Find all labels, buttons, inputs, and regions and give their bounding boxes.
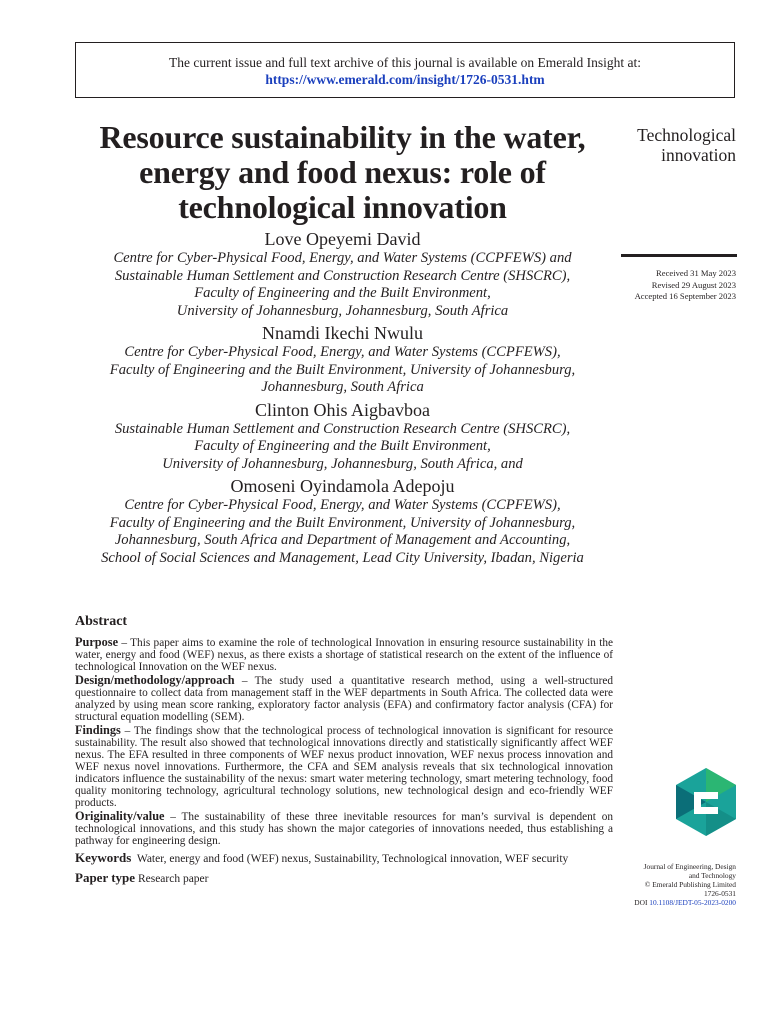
journal-name: Journal of Engineering, Design [643,862,736,871]
author-block [60,228,625,320]
paper-title: Resource sustainability in the water, energy and food nexus: role of technological innovation [99,119,586,225]
section-label: Design/methodology/approach [75,673,235,687]
paper-type-text: Research paper [137,873,209,885]
author-name: Love Opeyemi David [264,229,421,249]
doi-row [596,898,736,907]
emerald-logo-icon [674,768,738,836]
author-block [60,322,625,397]
abstract-findings [75,724,613,809]
author-list [60,228,625,569]
author-affiliation-line: Faculty of Engineering and the Built Environment, University of Johannesburg, [109,361,576,378]
archive-link[interactable]: https://www.emerald.com/insight/1726-0531.htm [265,72,545,87]
section-label: Originality/value [75,809,165,823]
paper-type-label: Paper type [75,870,136,885]
doi-label: DOI [634,898,648,907]
journal-info [596,862,736,907]
author-affiliation-line: Faculty of Engineering and the Built Environment, University of Johannesburg, [109,514,576,531]
doi-link[interactable]: 10.1108/JEDT-05-2023-0200 [649,898,736,907]
abstract [75,614,613,885]
author-affiliation-line: Johannesburg, South Africa and Department of Management and Accounting, [114,532,571,548]
keywords-label: Keywords [75,850,132,865]
author-name: Omoseni Oyindamola Adepoju [230,476,455,496]
abstract-design [75,674,613,723]
author-block [60,399,625,474]
section-text: – This paper aims to examine the role of technological Innovation in ensuring resource sustainability in the water, energy and food (WEF) nexus, as there exists a shortage of statistical research on the extent of the influence of technological Innovation on the WEF nexus. [75,637,613,673]
section-text: – The study used a quantitative research method, using a well-structured questionnaire to collect data from management staff in the WEF departments in South Africa. The collected data were analyzed by using mean score ranking, exploratory factor analysis (EFA) and confirmatory factor analysis (CFA) for structural equation modelling (SEM). [75,675,613,723]
author-affiliation-line: Centre for Cyber-Physical Food, Energy, and Water Systems (CCPFEWS), [124,497,561,513]
publisher: © Emerald Publishing Limited [644,880,736,889]
author-affiliation-line: Faculty of Engineering and the Built Environment, [194,438,491,454]
keywords-row [75,852,613,865]
received-date: Received 31 May 2023 [656,268,736,278]
author-affiliation-line: Centre for Cyber-Physical Food, Energy, and Water Systems (CCPFEWS) and [113,250,572,266]
author-affiliation-line: Sustainable Human Settlement and Construction Research Centre (SHSCRC), [114,267,571,284]
accepted-date: Accepted 16 September 2023 [634,291,736,301]
abstract-purpose [75,636,613,673]
paper-type-row [75,872,613,885]
issn: 1726-0531 [703,889,736,898]
section-text: – The findings show that the technological process of technological innovation is significant for resource sustainability. The result also showed that technological innovations directly and statistically significantly affect WEF nexus. The EFA resulted in three components of WEF nexus product innovation, WEF nexus process innovation and WEF nexus novel innovations. Furthermore, the CFA and SEM analysis reveals that six technological innovation indicators influence the sustainability of the nexus: smart water metering technology, smart metering technology, food quality monitoring technology, agricultural technology solutions, new technological design and eco-friendly WEF products. [75,725,613,809]
author-name: Clinton Ohis Aigbavboa [255,399,430,420]
section-heading: Technological innovation [637,125,736,165]
archive-text: The current issue and full text archive of this journal is available on Emerald Insight at: [169,55,641,70]
section-label: Findings [75,723,121,737]
author-affiliation-line: University of Johannesburg, Johannesburg, South Africa [176,302,509,319]
author-affiliation-line: Johannesburg, South Africa [261,379,424,395]
author-affiliation-line: Sustainable Human Settlement and Construction Research Centre (SHSCRC), [114,420,571,437]
author-name: Nnamdi Ikechi Nwulu [262,323,423,343]
side-divider [621,254,737,257]
author-affiliation-line: Centre for Cyber-Physical Food, Energy, and Water Systems (CCPFEWS), [124,344,561,360]
abstract-heading: Abstract [75,614,128,629]
revised-date: Revised 29 August 2023 [651,279,736,290]
keywords-text: Water, energy and food (WEF) nexus, Sustainability, Technological innovation, WEF security [136,853,569,865]
author-affiliation-line: School of Social Sciences and Management, Lead City University, Ibadan, Nigeria [101,549,584,566]
author-affiliation-line: Faculty of Engineering and the Built Environment, [194,285,491,301]
journal-name-cont: and Technology [688,871,736,880]
author-block [60,475,625,567]
abstract-originality [75,810,613,847]
author-affiliation-line: University of Johannesburg, Johannesburg, South Africa, and [162,455,523,472]
section-text: – The sustainability of these three inevitable resources for man’s survival is dependent on technological innovations, and this study has shown the major categories of innovations needed, thus establishing a pathway for engineering design. [75,811,613,847]
archive-notice [75,42,735,98]
section-label: Purpose [75,635,119,649]
